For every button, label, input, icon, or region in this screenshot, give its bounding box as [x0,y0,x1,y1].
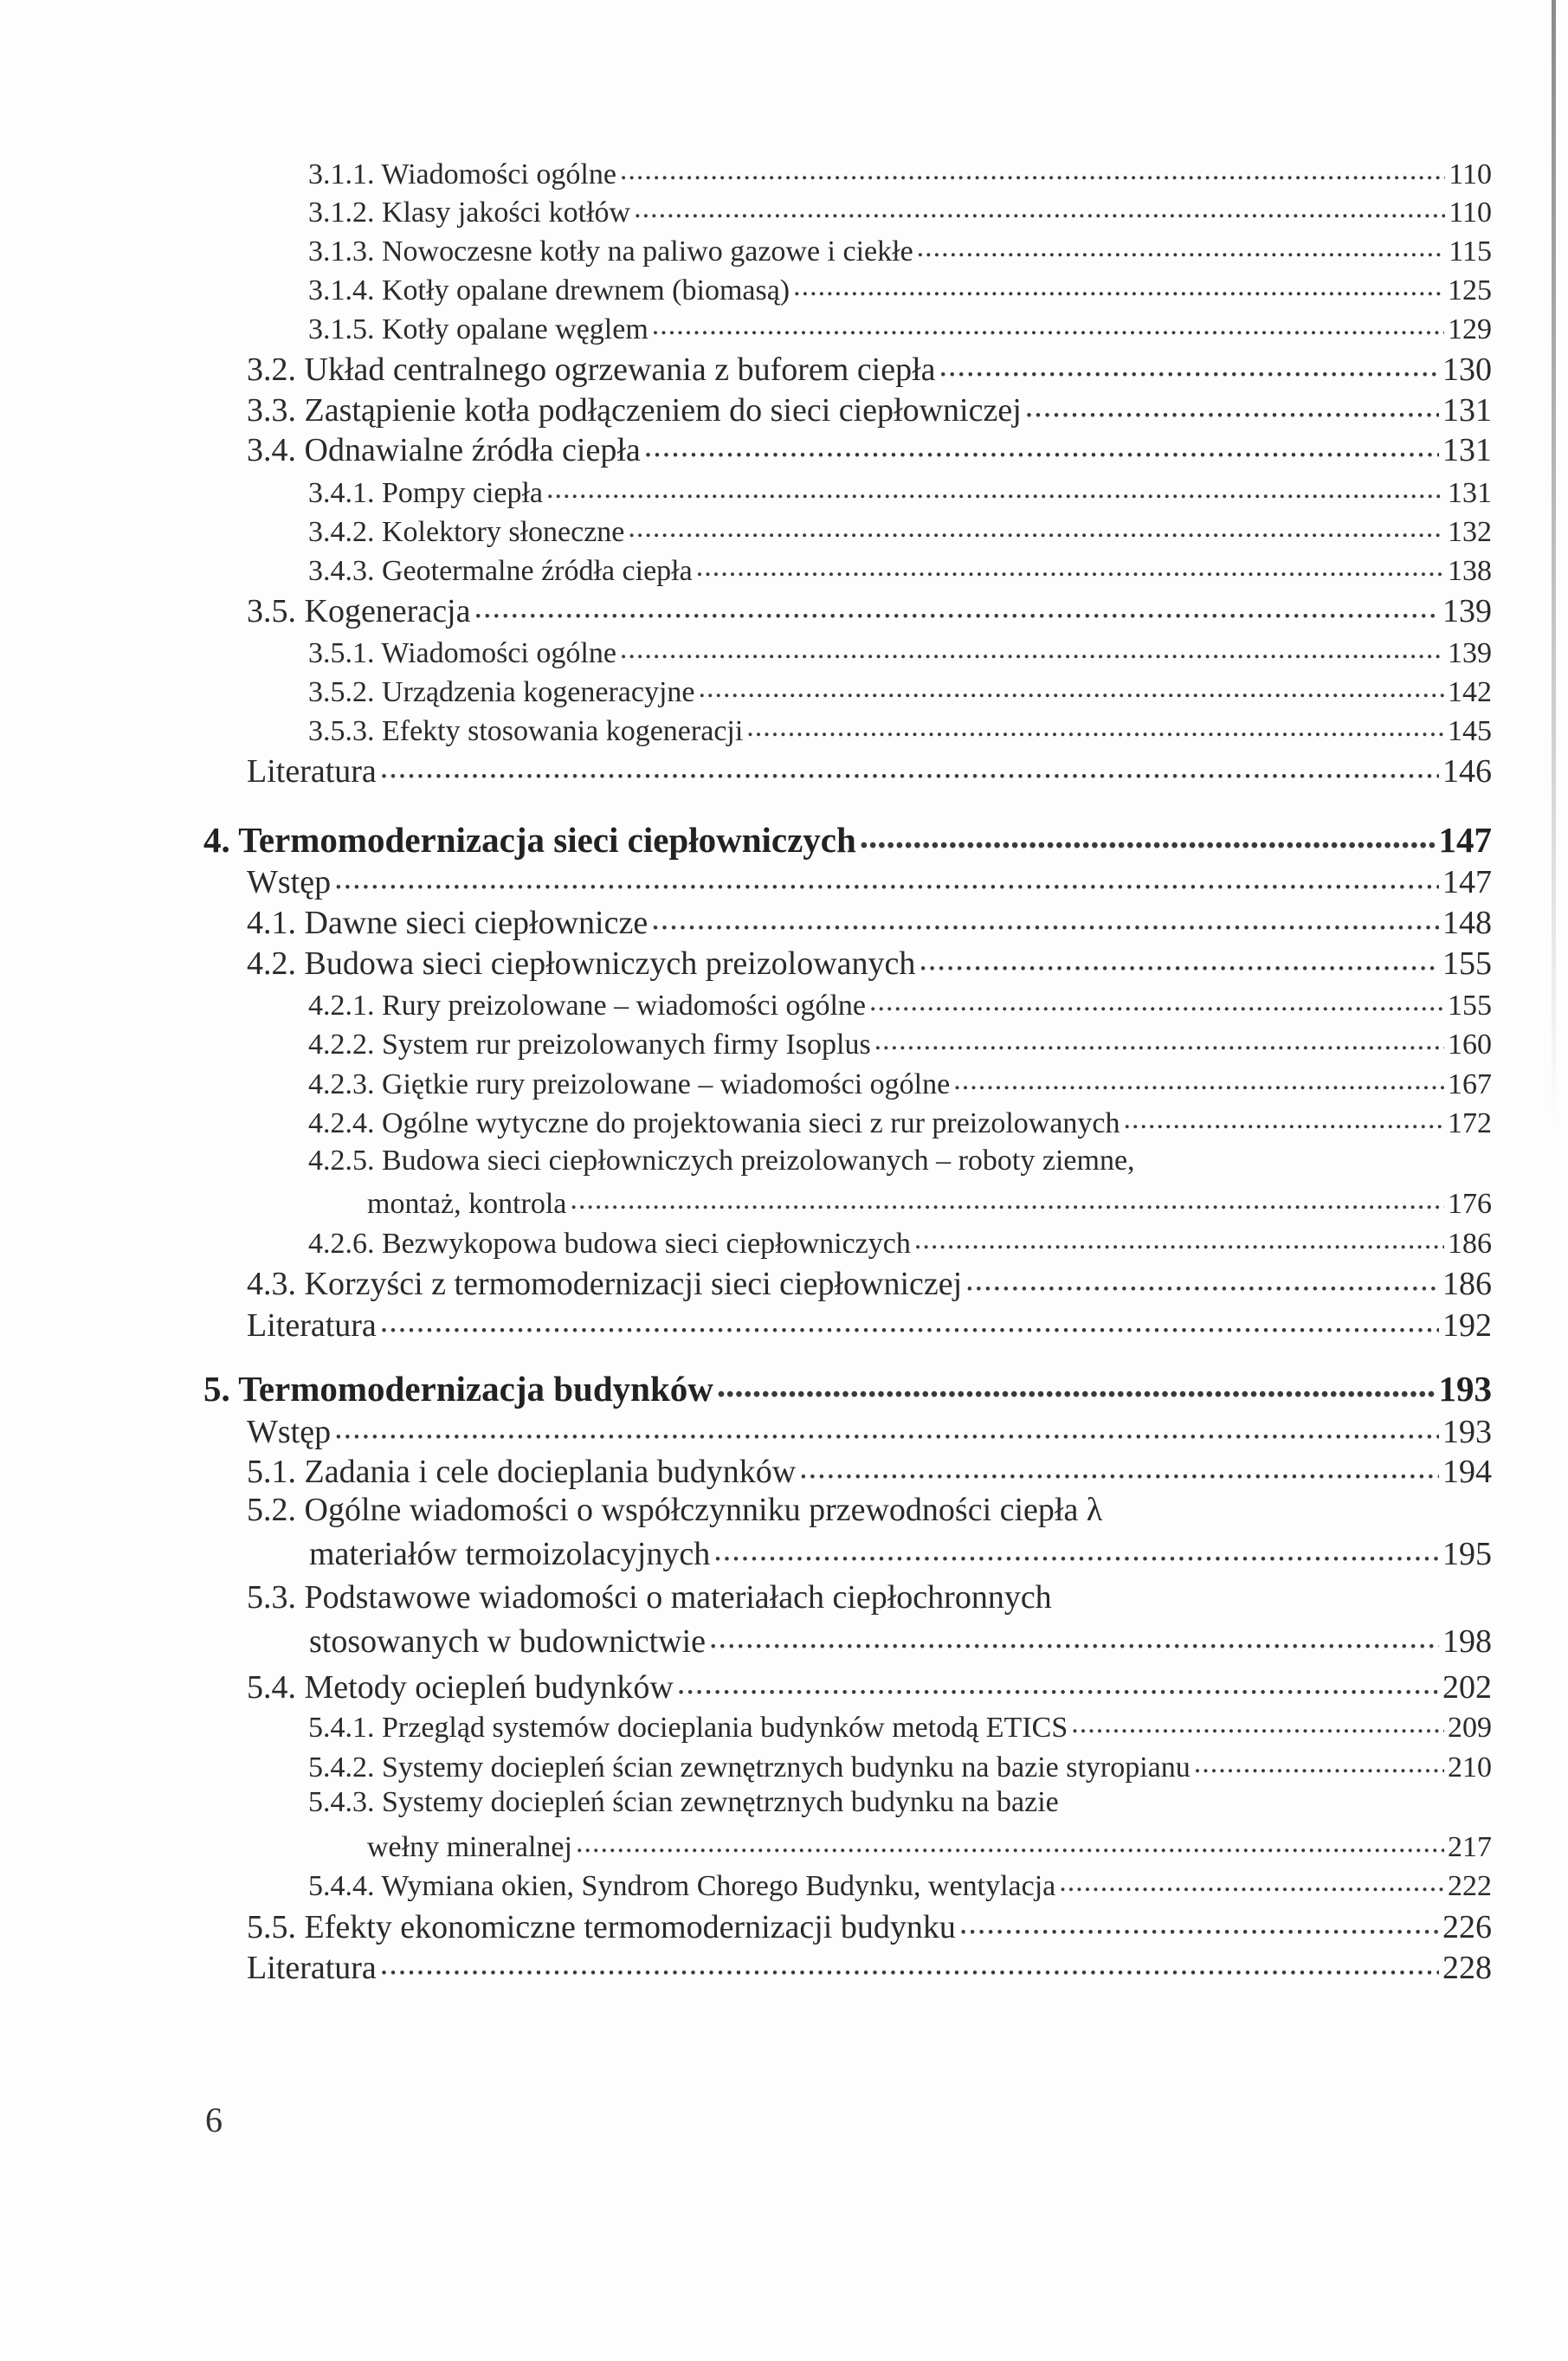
dot-leader [570,1184,1444,1213]
toc-entry-label: 3.5.1. Wiadomości ogólne [308,637,616,669]
toc-entry-label: Wstęp [247,1414,332,1450]
dot-leader [334,860,1439,893]
page-number: 6 [205,2100,223,2139]
toc-entry-3-2[interactable] [247,347,1492,389]
toc-entry-3-5-3[interactable] [308,711,1492,748]
dot-leader [644,428,1439,461]
toc-chapter-label: 4. Termomodernizacja sieci ciepłowniczych [203,820,856,860]
toc-entry-3-1-3[interactable] [308,231,1492,268]
dot-leader [380,1303,1439,1336]
dot-leader [953,1064,1444,1093]
toc-entry-label: 3.4. Odnawialne źródła ciepła [247,432,641,468]
toc-entry-5-2-line1[interactable]: 5.2. Ogólne wiadomości o współczynniku przewodności ciepła λ [247,1492,1103,1528]
toc-entry-5-3[interactable] [309,1619,1492,1661]
dot-leader [713,1532,1439,1564]
toc-entry-3-1-2[interactable] [308,192,1492,229]
toc-entry-literatura-5[interactable] [247,1945,1492,1987]
toc-entry-page: 148 [1442,905,1492,941]
toc-entry-3-1-1[interactable] [308,154,1492,191]
toc-entry-5-1[interactable] [247,1449,1492,1491]
dot-leader [474,589,1440,622]
dot-leader [634,192,1445,222]
toc-entry-page: 142 [1448,676,1492,708]
toc-entry-label: 3.1.5. Kotły opalane węglem [308,313,648,345]
toc-entry-page: 131 [1442,392,1492,429]
toc-entry-page: 110 [1449,158,1492,190]
dot-leader [914,1223,1444,1253]
toc-entry-4-2-6[interactable] [308,1223,1492,1261]
toc-entry-page: 145 [1448,715,1492,747]
dot-leader [939,347,1439,380]
dot-leader [919,941,1439,974]
toc-entry-label: 5.4. Metody ociepleń budynków [247,1669,674,1706]
toc-entry-3-1-4[interactable] [308,270,1492,307]
toc-entry-4-2-4[interactable] [308,1103,1492,1140]
toc-entry-page: 131 [1448,477,1492,509]
toc-entry-page: 217 [1448,1831,1492,1863]
dot-leader [380,749,1439,782]
toc-entry-label: 3.1.2. Klasy jakości kotłów [308,197,631,229]
dot-leader [709,1619,1439,1652]
toc-entry-label: 4.2.3. Giętkie rury preizolowane – wiadomości ogólne [308,1068,951,1100]
toc-entry-5-4-3-line1[interactable]: 5.4.3. Systemy dociepleń ścian zewnętrznych budynku na bazie [308,1786,1059,1818]
dot-leader [620,633,1444,662]
toc-entry-3-1-5[interactable] [308,309,1492,346]
toc-entry-4-2-1[interactable] [308,985,1492,1022]
toc-entry-page: 195 [1442,1536,1492,1572]
dot-leader [1124,1103,1444,1132]
toc-entry-5-4-1[interactable] [308,1707,1492,1745]
dot-leader [620,154,1445,184]
toc-entry-4-2-3[interactable] [308,1064,1492,1101]
dot-leader [965,1261,1439,1294]
dot-leader [717,1365,1436,1401]
toc-entry-4-2[interactable] [247,941,1492,983]
toc-entry-4-2-5-line1[interactable]: 4.2.5. Budowa sieci ciepłowniczych preizolowanych – roboty ziemne, [308,1145,1135,1177]
toc-chapter-4[interactable] [203,816,1492,861]
toc-entry-5-3-line1[interactable]: 5.3. Podstawowe wiadomości o materiałach ciepłochronnych [247,1579,1052,1616]
dot-leader [696,551,1444,580]
dot-leader [874,1024,1444,1054]
toc-entry-label: 5.4.1. Przegląd systemów docieplania budynków metodą ETICS [308,1712,1068,1744]
toc-entry-label: 5.1. Zadania i cele docieplania budynków [247,1454,797,1490]
toc-entry-5-4-2[interactable] [308,1747,1492,1784]
toc-entry-page: 167 [1448,1068,1492,1100]
toc-entry-label: 4.2. Budowa sieci ciepłowniczych preizolowanych [247,945,916,982]
toc-entry-label: Literatura [247,753,377,790]
toc-entry-5-4-3[interactable] [367,1827,1492,1864]
toc-entry-page: 129 [1448,313,1492,345]
toc-entry-3-4-1[interactable] [308,473,1492,510]
dot-leader [1059,1866,1444,1895]
dot-leader [959,1905,1439,1938]
toc-entry-page: 186 [1448,1228,1492,1260]
toc-entry-page: 130 [1442,352,1492,388]
toc-entry-page: 186 [1442,1266,1492,1302]
toc-entry-label: 3.5. Kogeneracja [247,593,471,629]
toc-entry-page: 198 [1442,1623,1492,1660]
toc-entry-label: montaż, kontrola [367,1188,567,1220]
dot-leader [1025,388,1439,421]
toc-entry-3-4[interactable] [247,428,1492,469]
dot-leader [1071,1707,1444,1737]
toc-entry-literatura-4[interactable] [247,1303,1492,1345]
toc-entry-4-3[interactable] [247,1261,1492,1303]
dot-leader [699,672,1445,701]
toc-entry-label: 3.4.3. Geotermalne źródła ciepła [308,555,693,587]
toc-entry-label: stosowanych w budownictwie [309,1623,707,1660]
dot-leader [652,309,1444,339]
toc-entry-label: 3.4.2. Kolektory słoneczne [308,516,625,548]
toc-entry-3-3[interactable] [247,388,1492,429]
toc-entry-label: 4.2.2. System rur preizolowanych firmy Isoplus [308,1029,871,1061]
toc-entry-page: 125 [1448,274,1492,306]
toc-entry-label: materiałów termoizolacyjnych [309,1536,711,1572]
toc-entry-page: 155 [1448,990,1492,1022]
dot-leader [793,270,1444,300]
toc-entry-label: 4.1. Dawne sieci ciepłownicze [247,905,648,941]
toc-entry-page: 139 [1442,593,1492,629]
toc-entry-page: 228 [1442,1950,1492,1986]
toc-entry-page: 132 [1448,516,1492,548]
toc-entry-label: 3.1.3. Nowoczesne kotły na paliwo gazowe i ciekłe [308,235,913,268]
dot-leader [677,1665,1439,1698]
toc-chapter-page: 147 [1438,820,1492,860]
toc-entry-label: 5.5. Efekty ekonomiczne termomodernizacji budynku [247,1909,956,1945]
toc-chapter-5[interactable] [203,1365,1492,1410]
toc-entry-page: 138 [1448,555,1492,587]
toc-entry-page: 209 [1448,1712,1492,1744]
dot-leader [334,1410,1439,1442]
toc-entry-label: 4.3. Korzyści z termomodernizacji sieci ciepłowniczej [247,1266,963,1302]
toc-entry-label: Wstęp [247,864,332,900]
toc-entry-5-2[interactable] [309,1532,1492,1573]
toc-entry-page: 146 [1442,753,1492,790]
toc-chapter-page: 193 [1438,1369,1492,1409]
toc-entry-4-2-5[interactable] [367,1184,1492,1221]
toc-entry-label: 3.3. Zastąpienie kotła podłączeniem do sieci ciepłowniczej [247,392,1022,429]
dot-leader [628,512,1444,541]
toc-entry-page: 139 [1448,637,1492,669]
dot-leader [860,816,1436,852]
toc-entry-page: 194 [1442,1454,1492,1490]
dot-leader [1194,1747,1444,1777]
dot-leader [869,985,1444,1015]
toc-entry-page: 110 [1449,197,1492,229]
toc-entry-label: 5.4.4. Wymiana okien, Syndrom Chorego Budynku, wentylacja [308,1870,1056,1902]
toc-entry-page: 193 [1442,1414,1492,1450]
dot-leader [380,1945,1439,1978]
toc-entry-5-5[interactable] [247,1905,1492,1946]
toc-entry-page: 210 [1448,1751,1492,1784]
toc-entry-page: 115 [1449,235,1492,268]
toc-entry-label: 3.4.1. Pompy ciepła [308,477,544,509]
toc-entry-label: 3.5.2. Urządzenia kogeneracyjne [308,676,695,708]
toc-entry-4-2-2[interactable] [308,1024,1492,1061]
toc-entry-page: 202 [1442,1669,1492,1706]
toc-entry-label: Literatura [247,1950,377,1986]
dot-leader [746,711,1444,740]
toc-entry-3-4-2[interactable] [308,512,1492,549]
toc-entry-page: 131 [1442,432,1492,468]
toc-entry-3-5-2[interactable] [308,672,1492,709]
toc-entry-page: 222 [1448,1870,1492,1902]
toc-entry-3-4-3[interactable] [308,551,1492,588]
dot-leader [576,1827,1444,1856]
toc-entry-label: 4.2.4. Ogólne wytyczne do projektowania sieci z rur preizolowanych [308,1107,1120,1139]
toc-entry-label: Literatura [247,1307,377,1344]
toc-entry-literatura-3[interactable] [247,749,1492,790]
toc-entry-3-5[interactable] [247,589,1492,630]
toc-entry-label: 4.2.6. Bezwykopowa budowa sieci ciepłowniczych [308,1228,911,1260]
toc-entry-wstep-4[interactable] [247,860,1492,901]
toc-entry-label: wełny mineralnej [367,1831,572,1863]
toc-entry-label: 3.1.1. Wiadomości ogólne [308,158,616,190]
toc-entry-label: 3.5.3. Efekty stosowania kogeneracji [308,715,744,747]
toc-entry-page: 192 [1442,1307,1492,1344]
toc-entry-label: 4.2.1. Rury preizolowane – wiadomości ogólne [308,990,866,1022]
toc-entry-page: 160 [1448,1029,1492,1061]
toc-chapter-label: 5. Termomodernizacja budynków [203,1369,713,1409]
toc-entry-page: 147 [1442,864,1492,900]
toc-entry-label: 3.2. Układ centralnego ogrzewania z buforem ciepła [247,352,936,388]
toc-entry-page: 155 [1442,945,1492,982]
toc-entry-page: 176 [1448,1188,1492,1220]
toc-entry-3-5-1[interactable] [308,633,1492,670]
toc-entry-4-1[interactable] [247,900,1492,942]
toc-entry-page: 172 [1448,1107,1492,1139]
dot-leader [546,473,1444,502]
dot-leader [651,900,1439,933]
toc-entry-label: 3.1.4. Kotły opalane drewnem (biomasą) [308,274,790,306]
dot-leader [799,1449,1439,1482]
toc-entry-5-4[interactable] [247,1665,1492,1706]
toc-entry-wstep-5[interactable] [247,1410,1492,1451]
toc-entry-page: 226 [1442,1909,1492,1945]
toc-entry-label: 5.4.2. Systemy dociepleń ścian zewnętrznych budynku na bazie styropianu [308,1751,1191,1784]
toc-entry-5-4-4[interactable] [308,1866,1492,1903]
dot-leader [917,231,1446,261]
